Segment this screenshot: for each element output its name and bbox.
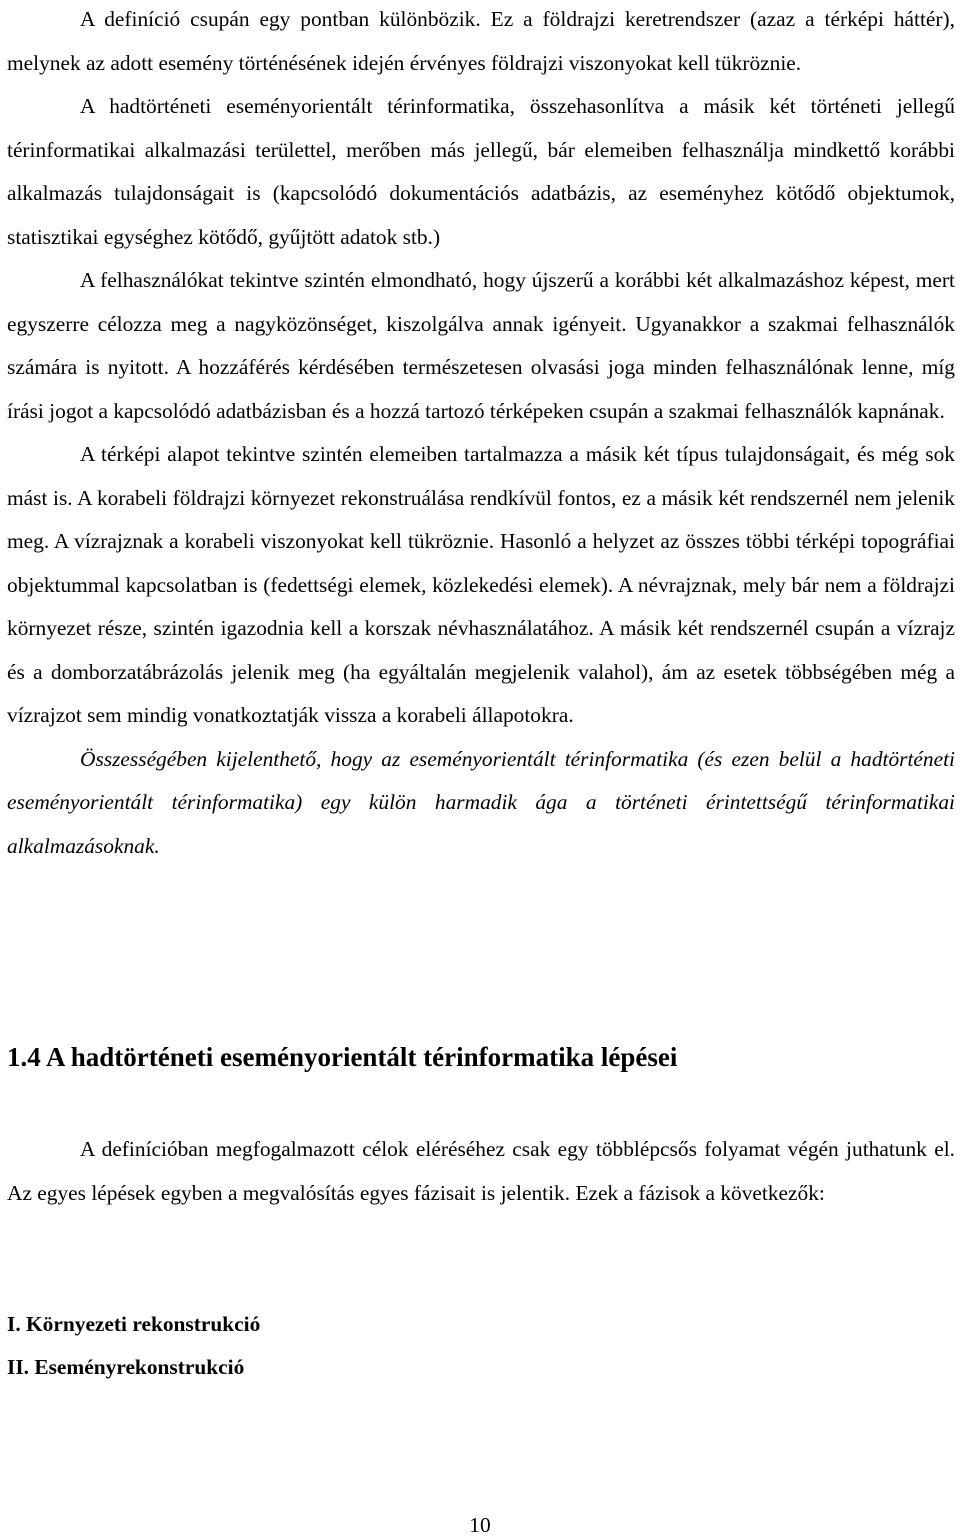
section-body bbox=[7, 1128, 955, 1215]
paragraph-map-base: A térképi alapot tekintve szintén elemeiben tartalmazza a másik két típus tulajdonságait, és még sok mást is. A korabeli földrajzi környezet rekonstruálása rendkívül fontos, ez a másik két rendszernél nem jelenik meg. A vízrajznak a korabeli viszonyokat kell tükröznie. Hasonló a helyzet az összes többi térképi topográfiai objektummal kapcsolatban is (fedettségi elemek, közlekedési elemek). A névrajznak, mely bár nem a földrajzi környezet része, szintén igazodnia kell a korszak névhasználatához. A másik két rendszernél csupán a vízrajz és a domborzatábrázolás jelenik meg (ha egyáltalán megjelenik valahol), ám az esetek többségében még a vízrajzot sem mindig vonatkoztatják vissza a korabeli állapotokra. bbox=[7, 442, 955, 727]
paragraph-definition: A definíció csupán egy pontban különbözik. Ez a földrajzi keretrendszer (azaz a térképi háttér), melynek az adott esemény történésének idején érvényes földrajzi viszonyokat kell tükröznie. bbox=[7, 7, 955, 75]
phase-list bbox=[7, 1303, 260, 1389]
phase-item-environment: I. Környezeti rekonstrukció bbox=[7, 1312, 261, 1336]
paragraph-phases-intro: A definícióban megfogalmazott célok eléréséhez csak egy többlépcsős folyamat végén juthatunk el. Az egyes lépések egyben a megvalósítás egyes fázisait is jelentik. Ezek a fázisok a következők: bbox=[7, 1137, 955, 1205]
page-number: 10 bbox=[469, 1513, 491, 1537]
section-heading: 1.4 A hadtörténeti eseményorientált térinformatika lépései bbox=[7, 1042, 678, 1072]
paragraph-comparison: A hadtörténeti eseményorientált térinformatika, összehasonlítva a másik két történeti jellegű térinformatikai alkalmazási területtel, merőben más jellegű, bár elemeiben felhasználja mindkettő korábbi alkalmazás tulajdonságait is (kapcsolódó dokumentációs adatbázis, az eseményhez kötődő objektumok, statisztikai egységhez kötődő, gyűjtött adatok stb.) bbox=[7, 94, 955, 249]
phase-item-event: II. Eseményrekonstrukció bbox=[7, 1355, 245, 1379]
document-page bbox=[7, 0, 955, 1379]
paragraph-summary: Összességében kijelenthető, hogy az eseményorientált térinformatika (és ezen belül a hadtörténeti eseményorientált térinformatika) egy külön harmadik ága a történeti érintettségű térinformatikai alkalmazásoknak. bbox=[7, 746, 955, 858]
paragraph-users: A felhasználókat tekintve szintén elmondható, hogy újszerű a korábbi két alkalmazáshoz képest, mert egyszerre célozza meg a nagyközönséget, kiszolgálva annak igényeit. Ugyanakkor a szakmai felhasználók számára is nyitott. A hozzáférés kérdésében természetesen olvasási joga minden felhasználónak lenne, míg írási jogot a kapcsolódó adatbázisban és a hozzá tartozó térképeken csupán a szakmai felhasználók kapnának. bbox=[7, 268, 955, 423]
